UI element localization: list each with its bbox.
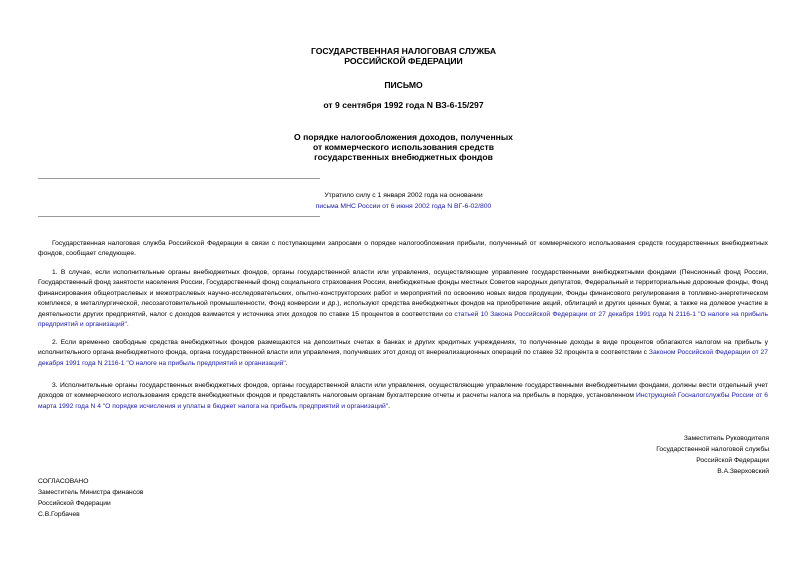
divider-bottom: [38, 216, 320, 217]
paragraph-3-end: .: [388, 402, 390, 410]
paragraph-1-law-link[interactable]: статьей 10 Закона Российской Федерации от 27 декабря 1991 года N 2116-1 "О налоге на прибыль предприятий и организаций": [38, 310, 769, 329]
paragraph-2: [38, 338, 768, 369]
approval-heading: СОГЛАСОВАНО: [38, 478, 89, 485]
paragraph-3-instruction-link[interactable]: Инструкцией Госналогслужбы России от 6 марта 1992 года N 4 "О порядке исчисления и уплаты в бюджет налога на прибыль предприятий и организаций": [38, 392, 768, 410]
signatory-name: В.А.Зверховский: [717, 468, 769, 475]
signature-block: [656, 433, 769, 477]
paragraph-2-end: .: [285, 359, 288, 367]
approver-country: Российской Федерации: [38, 500, 111, 507]
signatory-position: Заместитель Руководителя: [683, 435, 769, 442]
paragraph-1-text: 1. В случае, если исполнительные органы внебюджетных фондов, органы государственной власти или управления, осуществляющие управление государственными внебюджетными фондами (Пенсионный фонд России, Государственный фонд занятости населения России, Государственный фонд социального страхования России, внебюджетные фонды местных Советов народных депутатов, Федеральный и территориальные дорожные фонды, Фонд финансирования общеотраслевых и межотраслевых научно-исследовательских, опытно-конструкторских работ и мероприятий по освоению новых видов продукции, Фонды финансового регулирования в топливно-энергетическом комплексе, в металлургической, лесозаготовительной промышленности, Фонд конверсии и др.), используют средства внебюджетных фондов на приобретение акций, облигаций и других ценных бумаг, а также на долевое участие в деятельности других предприятий, налог с доходов взимается у источника этих доходов по ставке 15 процентов в соответствии со: [38, 269, 768, 318]
signatory-country: Российской Федерации: [696, 457, 769, 464]
paragraph-1-end: .: [126, 321, 129, 329]
document-type: ПИСЬМО: [384, 80, 423, 90]
document-title: [0, 132, 807, 162]
divider-top: [38, 178, 320, 179]
document-date-number: от 9 сентября 1992 года N ВЗ-6-15/297: [323, 100, 484, 110]
approval-block: [38, 476, 143, 520]
approver-name: С.В.Горбачев: [38, 511, 80, 518]
title-line-1: О порядке налогообложения доходов, полученных: [294, 132, 513, 142]
paragraph-1: [38, 268, 768, 330]
paragraph-3-text: 3. Исполнительные органы государственных внебюджетных фондов, органы государственной власти или управления, осуществляющие управление государственными внебюджетными фондами, должны вести отдельный учет доходов от коммерческого использования средств внебюджетных фондов и представлять налоговым органам бухгалтерские отчеты и расчеты налога на прибыль в порядке, установленном: [38, 382, 768, 400]
intro-paragraph: Государственная налоговая служба Российской Федерации в связи с поступающими запросами о порядке налогообложения прибыли, полученный от коммерческого использования средств государственных внебюджетных фондов, сообщает следующее.: [38, 240, 768, 258]
signatory-organization: Государственной налоговой службы: [656, 446, 769, 453]
validity-notice-link[interactable]: письма МНС России от 6 июня 2002 года N ВГ-6-02/800: [315, 203, 492, 210]
title-line-3: государственных внебюджетных фондов: [314, 152, 493, 162]
paragraph-2-law-link[interactable]: Законом Российской Федерации от 27 декабря 1991 года N 2116-1 "О налоге на прибыль предприятий и организаций": [38, 349, 768, 367]
validity-notice: [0, 190, 807, 212]
title-line-2: от коммерческого использования средств: [312, 142, 495, 152]
validity-notice-text: Утратило силу с 1 января 2002 года на основании: [324, 192, 483, 199]
paragraph-3: [38, 381, 768, 412]
agency-line-2: РОССИЙСКОЙ ФЕДЕРАЦИИ: [344, 56, 463, 66]
issuing-agency: [0, 46, 807, 66]
agency-line-1: ГОСУДАРСТВЕННАЯ НАЛОГОВАЯ СЛУЖБА: [310, 46, 497, 56]
paragraph-2-text: 2. Если временно свободные средства внебюджетных фондов размещаются на депозитных счетах в банках и других кредитных учреждениях, то полученные доходы в виде процентов облагаются налогом на прибыль у исполнительного органа внебюджетного фонда, органа государственной власти или управления, получивших этот доход от внереализационных операций по ставке 32 процента в соответствии с: [38, 339, 768, 357]
approver-position: Заместитель Министра финансов: [38, 489, 144, 496]
